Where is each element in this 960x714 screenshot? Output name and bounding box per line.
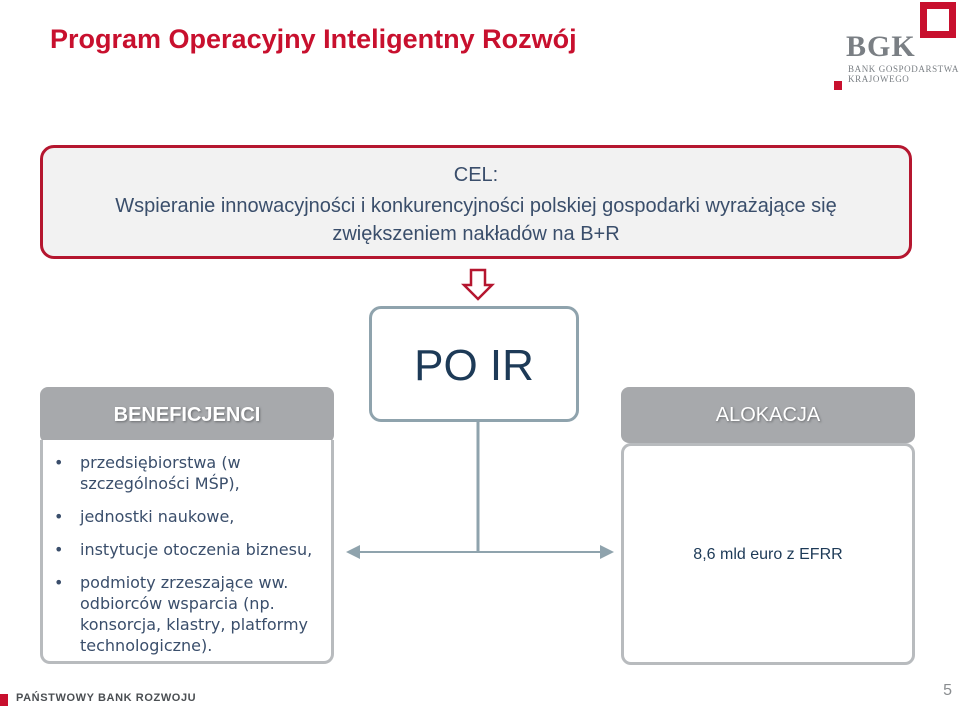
- goal-text: Wspieranie innowacyjności i konkurencyjności polskiej gospodarki wyrażające się zwiększeniem nakładów na B+R: [115, 195, 837, 245]
- beneficiaries-list: [54, 452, 324, 658]
- allocation-value: 8,6 mld euro z EFRR: [693, 546, 843, 563]
- goal-label: CEL:: [453, 164, 499, 186]
- list-item: • instytucje otoczenia biznesu,: [54, 540, 313, 559]
- footer-org: PAŃSTWOWY BANK ROZWOJU: [16, 692, 197, 704]
- bullet-icon: •: [54, 573, 64, 592]
- program-label: PO IR: [414, 341, 534, 390]
- arrow-right-icon: [600, 545, 614, 559]
- beneficiaries-header: BENEFICJENCI: [40, 387, 334, 443]
- slide-title: Program Operacyjny Inteligentny Rozwój: [50, 24, 577, 54]
- bullet-icon: •: [54, 540, 64, 559]
- list-item: • podmioty zrzeszające ww. odbiorców wsparcia (np. konsorcja, klastry, platformy technologiczne).: [54, 573, 308, 655]
- list-item: • przedsiębiorstwa (w szczególności MŚP),: [54, 453, 241, 493]
- arrow-left-icon: [346, 545, 360, 559]
- logo-line-1: BANK GOSPODARSTWA: [848, 64, 959, 74]
- list-item: • jednostki naukowe,: [54, 507, 235, 526]
- bullet-icon: •: [54, 453, 64, 472]
- logo-line-2: KRAJOWEGO: [848, 74, 910, 84]
- allocation-header: ALOKACJA: [621, 387, 915, 443]
- footer-accent: [0, 694, 8, 706]
- page-number: 5: [943, 682, 952, 699]
- bullet-icon: •: [54, 507, 64, 526]
- logo-name: BGK: [846, 30, 916, 63]
